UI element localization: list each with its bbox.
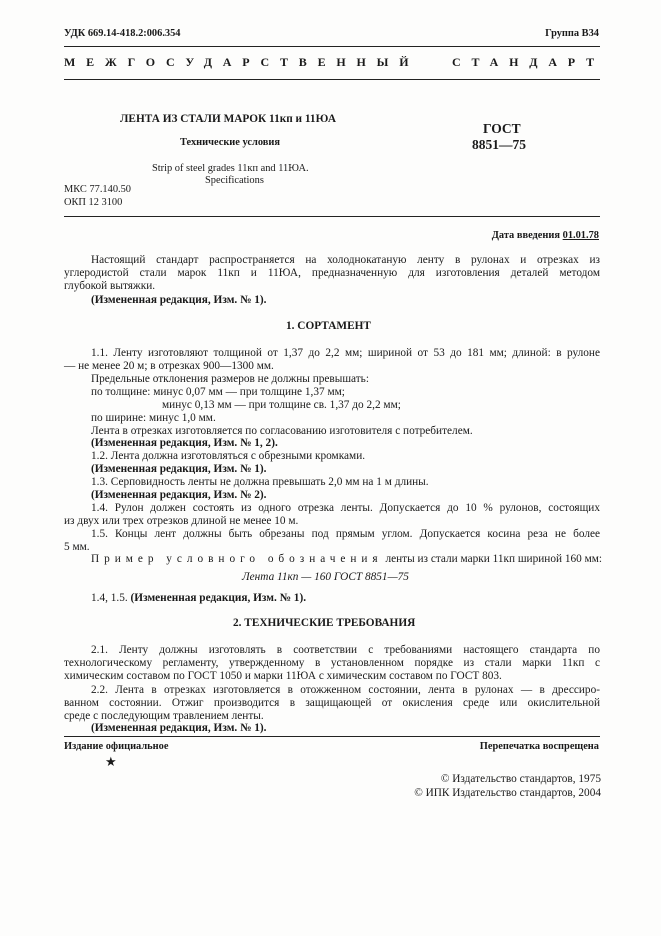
tolerances-intro: Предельные отклонения размеров не должны превышать: (91, 373, 369, 385)
banner-right: СТАНДАРТ (452, 55, 605, 69)
group-code: Группа В34 (545, 28, 599, 39)
footer-rule (64, 736, 600, 737)
p1-2: 1.2. Лента должна изготовляться с обрезными кромками. (91, 450, 366, 462)
gost-label: ГОСТ (483, 121, 521, 136)
p2-2-line-2: ванном состоянии. Отжиг производится в защищающей от окисления среде или окислительной (64, 697, 600, 709)
section-2-heading: 2. ТЕХНИЧЕСКИЕ ТРЕБОВАНИЯ (233, 617, 416, 629)
tolerance-width: по ширине: минус 1,0 мм. (91, 412, 216, 424)
banner-left: МЕЖГОСУДАРСТВЕННЫЙ (64, 55, 420, 69)
p2-1-line-1: 2.1. Ленту должны изготовлять в соответствии с требованиями настоящего стандарта по (91, 644, 600, 656)
p1-3: 1.3. Серповидность ленты не должна превышать 2,0 мм на 1 м длины. (91, 476, 429, 488)
p1-5-line-2: 5 мм. (64, 541, 90, 553)
section-1-heading: 1. СОРТАМЕНТ (286, 320, 371, 332)
header-rule-bottom (64, 79, 600, 80)
amendment-2: (Измененная редакция, Изм. № 2). (91, 489, 267, 501)
intro-line-1: Настоящий стандарт распространяется на холоднокатаную ленту в рулонах и отрезках из (91, 254, 600, 266)
p1-5-line-1: 1.5. Концы лент должны быть обрезаны под прямым углом. Допускается косина реза не более (91, 528, 600, 540)
intro-amendment: (Измененная редакция, Изм. № 1). (91, 294, 267, 306)
p1-4-line-2: из двух или трех отрезков длиной не менее 10 м. (64, 515, 299, 527)
document-title: ЛЕНТА ИЗ СТАЛИ МАРОК 11кп и 11ЮА (120, 113, 337, 125)
amendment-1-4-1-5-text: (Измененная редакция, Изм. № 1). (130, 592, 307, 604)
p2-1-line-2: технологическому регламенту, утвержденному в установленном порядке из стали марки 11кп с (64, 657, 600, 669)
effective-date-label: Дата введения (491, 230, 561, 241)
official-edition: Издание официальное (64, 741, 169, 752)
okp-code: ОКП 12 3100 (64, 197, 123, 208)
example-rest: ленты из стали марки 11кп шириной 160 мм: (385, 553, 603, 565)
p1-1-line-2: — не менее 20 м; в отрезках 900—1300 мм. (64, 360, 274, 372)
star-icon: ★ (105, 754, 117, 769)
effective-date (492, 230, 599, 241)
mks-code: МКС 77.140.50 (64, 184, 132, 195)
p2-2-line-3: среде с последующим травлением ленты. (64, 710, 264, 722)
example-designation: Лента 11кп — 160 ГОСТ 8851—75 (242, 571, 409, 583)
effective-date-value: 01.01.78 (562, 230, 599, 241)
tolerance-thickness-2: минус 0,13 мм — при толщине св. 1,37 до 2,2 мм; (162, 399, 401, 411)
p2-2-line-1: 2.2. Лента в отрезках изготовляется в отожженном состоянии, лента в рулонах — в дрессиро- (91, 684, 600, 696)
example-spaced-label: Пример условного обозначения (91, 553, 383, 565)
amendment-1-4-1-5-prefix: 1.4, 1.5. (91, 592, 128, 604)
intro-line-3: глубокой вытяжки. (64, 280, 156, 292)
udk-code: УДК 669.14-418.2:006.354 (64, 28, 181, 39)
p1-1-line-1: 1.1. Ленту изготовляют толщиной от 1,37 до 2,2 мм; шириной от 53 до 181 мм; длиной: в рулоне (91, 347, 600, 359)
english-title: Strip of steel grades 11кп and 11ЮА. (152, 163, 309, 174)
p2-1-line-3: химическим составом по ГОСТ 1050 и марки 11ЮА с химическим составом по ГОСТ 803. (64, 670, 502, 682)
english-subtitle: Specifications (205, 175, 264, 186)
p1-4-line-1: 1.4. Рулон должен состоять из одного отрезка ленты. Допускается до 10 % рулонов, состоящих (91, 502, 600, 514)
section-2-amendment: (Измененная редакция, Изм. № 1). (91, 722, 267, 734)
reprint-prohibited: Перепечатка воспрещена (479, 741, 599, 752)
copyright-1975: © Издательство стандартов, 1975 (440, 773, 601, 785)
title-rule (64, 216, 600, 217)
tolerance-thickness-1: по толщине: минус 0,07 мм — при толщине 1,37 мм; (91, 386, 345, 398)
gost-number: 8851—75 (472, 137, 526, 152)
copyright-2004: © ИПК Издательство стандартов, 2004 (414, 787, 601, 799)
intro-line-2: углеродистой стали марок 11кп и 11ЮА, предназначенную для изготовления деталей методом (64, 267, 600, 279)
amendment-1-2: (Измененная редакция, Изм. № 1, 2). (91, 437, 278, 449)
cut-strips-note: Лента в отрезках изготовляется по согласованию изготовителя с потребителем. (91, 425, 473, 437)
amendment-1-4-1-5 (91, 592, 306, 605)
document-subtitle: Технические условия (180, 137, 280, 148)
amendment-1: (Измененная редакция, Изм. № 1). (91, 463, 267, 475)
example-line (91, 553, 602, 566)
header-rule-top (64, 46, 600, 47)
